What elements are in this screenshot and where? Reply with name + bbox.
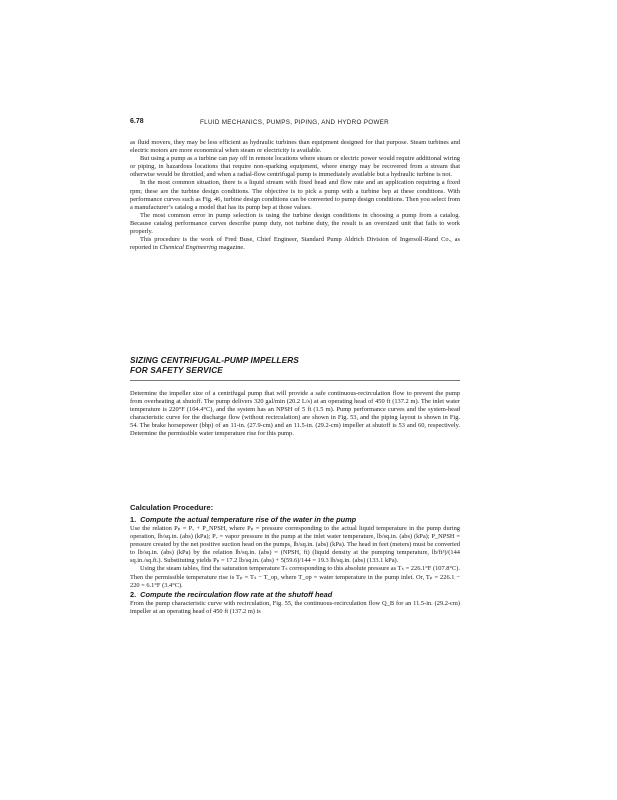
- section-title: [130, 355, 460, 375]
- page-header: [130, 118, 460, 130]
- calculation-heading: Calculation Procedure:: [130, 503, 214, 512]
- paragraph: Determine the impeller size of a centrifugal pump that will provide a safe continuous-recirculation flow to prevent the pump from overheating at shutoff. The pump delivers 320 gal/min (20.2 L/s) at an operating head of 450 ft (137.2 m). The inlet water temperature is 220°F (104.4°C), and the system has an NPSH of 5 ft (1.5 m). Pump performance curves and the system-head characteristic curve for the discharge flow (without recirculation) are shown in Fig. 53, and the piping layout is shown in Fig. 54. The brake horsepower (bhp) of an 11-in. (27.9-cm) and an 11.5-in. (29.2-cm) impeller at shutoff is 53 and 60, respectively. Determine the permissible water temperature rise for this pump.: [130, 390, 460, 438]
- calculation-steps: [130, 515, 460, 616]
- paragraph: But using a pump as a turbine can pay off in remote locations where steam or electric power would require additional wiring or piping, in hazardous locations that require non-sparking equipment, where energy may be recovered from a stream that otherwise would be throttled, and when a radial-flow centrifugal pump is immediately available but a hydraulic turbine is not.: [130, 155, 460, 179]
- step-title: Compute the actual temperature rise of the water in the pump: [140, 515, 357, 524]
- magazine-name: Chemical Engineering: [159, 244, 218, 252]
- problem-statement: [130, 390, 460, 439]
- section-rule: [130, 380, 460, 381]
- step-2-heading: [130, 590, 460, 600]
- running-title: FLUID MECHANICS, PUMPS, PIPING, AND HYDRO POWER: [200, 119, 390, 126]
- paragraph: [130, 236, 460, 252]
- paragraph: The most common error in pump selection is using the turbine design conditions in choosing a pump from a catalog. Because catalog performance curves describe pump duty, not turbine duty, the result is an oversized unit that fails to work properly.: [130, 211, 460, 236]
- credit-text-end: magazine.: [217, 244, 245, 252]
- section-title-line1: SIZING CENTRIFUGAL-PUMP IMPELLERS: [130, 355, 299, 365]
- step-1-heading: [130, 515, 460, 525]
- credit-text: This procedure is the work of Fred Buse, Chief Engineer, Standard Pump Aldrich Division of Ingersoll-Rand Co., as reported in: [130, 236, 460, 252]
- page-number: 6.78: [130, 118, 144, 125]
- section-title-line2: FOR SAFETY SERVICE: [130, 365, 223, 375]
- paragraph: From the pump characteristic curve with recirculation, Fig. 55, the continuous-recirculation flow Q_B for an 11.5-in. (29.2-cm) impeller at an operating head of 450 ft (137.2 m) is: [130, 599, 460, 615]
- step-number: 2.: [130, 589, 137, 599]
- step-number: 1.: [130, 515, 137, 524]
- paragraph: as fluid movers, they may be less efficient as hydraulic turbines than equipment designed for that purpose. Steam turbines and electric motors are more economical when steam or electricity is available.: [130, 139, 460, 155]
- paragraph: In the most common situation, there is a liquid stream with fixed head and flow rate and an application requiring a fixed rpm; these are the turbine design conditions. The objective is to pick a pump with a turbine bep at these conditions. With performance curves such as Fig. 46, turbine design conditions can be converted to pump design conditions. Then you select from a manufacturer’s catalog a model that has its pump bep at those values.: [130, 179, 460, 211]
- intro-text: [130, 139, 460, 252]
- paragraph: Use the relation Pₚ = Pᵥ + P_NPSH, where Pₚ = pressure corresponding to the actual liquid temperature in the pump during operation, lb/sq.in. (abs) (kPa); Pᵥ = vapor pressure in the pump at the inlet water temperature, lb/sq.in. (abs) (kPa); P_NPSH = pressure created by the net positive suction head on the pumps, lb/sq.in. (abs) (kPa). The head in feet (meters) must be converted to lb/sq.in. (abs) (kPa) by the relation lb/sq.in. (abs) = (NPSH, ft) (liquid density at the pumping temperature, lb/ft³)/(144 sq.in./sq.ft.). Substituting yields Pₚ = 17.2 lb/sq.in. (abs) + 5(59.6)/144 = 19.3 lb/sq.in. (abs) (133.1 kPa).: [130, 525, 460, 565]
- step-title: Compute the recirculation flow rate at the shutoff head: [140, 589, 333, 599]
- paragraph: Using the steam tables, find the saturation temperature Tₛ corresponding to this absolute pressure as Tₛ = 226.1°F (107.8°C). Then the permissible temperature rise is Tₚ = Tₛ − T_op, where T_op = water temperature in the pump inlet. Or, Tₚ = 226.1 − 220 = 6.1°F (3.4°C).: [130, 565, 460, 589]
